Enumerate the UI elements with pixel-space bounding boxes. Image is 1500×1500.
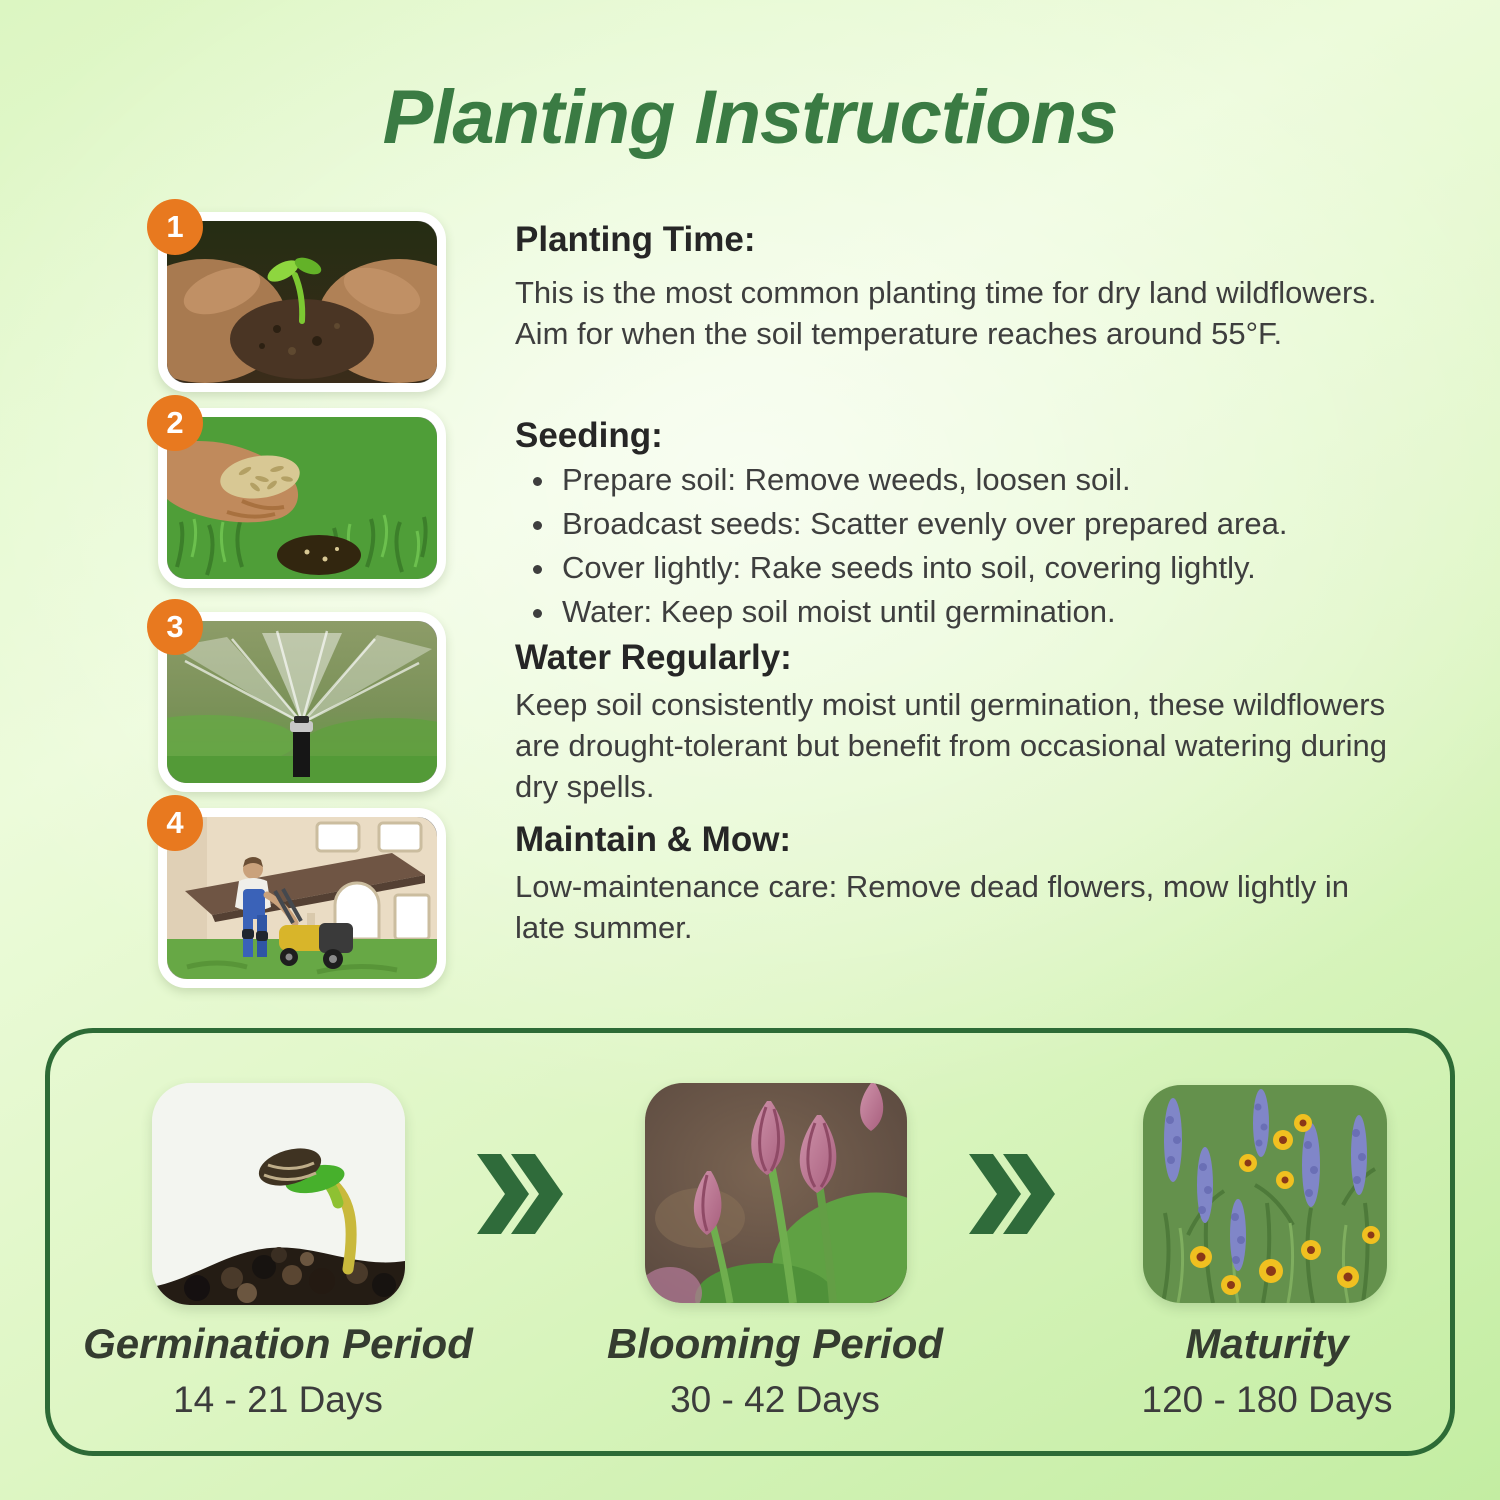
double-chevron-right-icon	[967, 1152, 1055, 1236]
step-3-body: Keep soil consistently moist until germination, these wildflowers are drought-tolerant but benefit from occasional watering during dry spells.	[515, 687, 1387, 804]
germination-stage-label: Germination Period	[83, 1320, 473, 1367]
step-2-heading: Seeding:	[515, 416, 663, 455]
step-2-photo-frame	[158, 405, 446, 588]
step-4-heading: Maintain & Mow:	[515, 820, 792, 859]
blooming-stage-label: Blooming Period	[607, 1320, 943, 1367]
seeding-bullet-item: • Cover lightly: Rake seeds into soil, covering lightly.	[558, 546, 1418, 590]
maturity-stage-label: Maturity	[1185, 1320, 1349, 1367]
double-chevron-right-icon	[475, 1152, 563, 1236]
seeding-bullet-item: • Broadcast seeds: Scatter evenly over prepared area.	[558, 502, 1418, 546]
step-4-body: Low-maintenance care: Remove dead flowers, mow lightly in late summer.	[515, 869, 1349, 945]
page-title: Planting Instructions	[382, 75, 1118, 160]
step-1-heading: Planting Time:	[515, 220, 756, 259]
growth-timeline-panel	[45, 1028, 1455, 1456]
man-mowing-lawn-by-house-photo	[167, 817, 437, 979]
step-1-photo-frame	[158, 209, 446, 392]
pink-lotus-buds-photo	[645, 1083, 907, 1303]
step-3-number-badge: 3	[147, 599, 203, 655]
step-1-body: This is the most common planting time for dry land wildflowers. Aim for when the soil temperature reaches around 55°F.	[515, 275, 1377, 351]
step-1-number-badge: 1	[147, 199, 203, 255]
germination-stage-duration: 14 - 21 Days	[173, 1379, 383, 1420]
blooming-stage-duration: 30 - 42 Days	[670, 1379, 880, 1420]
seeding-bullet-item: • Prepare soil: Remove weeds, loosen soil.	[558, 458, 1418, 502]
seeding-bullet-item: • Water: Keep soil moist until germination.	[558, 590, 1418, 634]
hand-sowing-seeds-over-grass-photo	[167, 417, 437, 579]
step-2-number-badge: 2	[147, 395, 203, 451]
step-3-heading: Water Regularly:	[515, 638, 792, 677]
lawn-sprinkler-spraying-photo	[167, 621, 437, 783]
maturity-stage-photo	[1143, 1085, 1387, 1303]
germination-stage-photo	[152, 1083, 405, 1305]
wildflower-meadow-photo	[1143, 1085, 1387, 1303]
blooming-stage-photo	[645, 1083, 907, 1303]
seeding-bullet-list	[522, 458, 1418, 634]
seed-sprouting-from-soil-photo	[152, 1083, 405, 1305]
step-4-number-badge: 4	[147, 795, 203, 851]
step-4-photo-frame	[158, 805, 446, 988]
step-3-photo-frame	[158, 609, 446, 792]
hands-holding-soil-with-seedling-photo	[167, 221, 437, 383]
maturity-stage-duration: 120 - 180 Days	[1141, 1379, 1393, 1420]
